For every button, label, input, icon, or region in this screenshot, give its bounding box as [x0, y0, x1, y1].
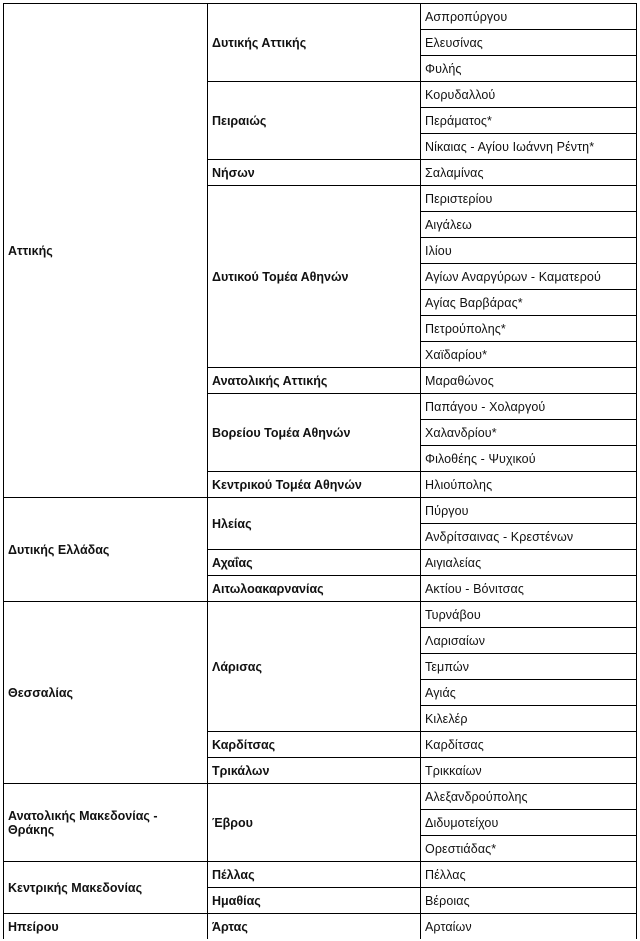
region-cell: Θεσσαλίας — [4, 602, 208, 784]
regional-unit-cell: Καρδίτσας — [208, 732, 421, 758]
municipality-cell: Κορυδαλλού — [421, 82, 637, 108]
municipality-cell: Καρδίτσας — [421, 732, 637, 758]
municipality-cell: Αγιάς — [421, 680, 637, 706]
regional-unit-cell: Πειραιώς — [208, 82, 421, 160]
region-cell: Ανατολικής Μακεδονίας - Θράκης — [4, 784, 208, 862]
municipality-cell: Αγίων Αναργύρων - Καματερού — [421, 264, 637, 290]
municipality-cell: Αγίας Βαρβάρας* — [421, 290, 637, 316]
table-row — [4, 602, 637, 628]
municipality-cell: Ιλίου — [421, 238, 637, 264]
table-row — [4, 498, 637, 524]
municipality-cell: Φυλής — [421, 56, 637, 82]
region-cell: Ηπείρου — [4, 914, 208, 940]
municipality-cell: Σαλαμίνας — [421, 160, 637, 186]
regional-unit-cell: Πέλλας — [208, 862, 421, 888]
regional-unit-cell: Αχαΐας — [208, 550, 421, 576]
regional-unit-cell: Δυτικής Αττικής — [208, 4, 421, 82]
table-row — [4, 4, 637, 30]
regional-unit-cell: Έβρου — [208, 784, 421, 862]
municipality-cell: Ελευσίνας — [421, 30, 637, 56]
regional-unit-cell: Κεντρικού Τομέα Αθηνών — [208, 472, 421, 498]
municipality-cell: Λαρισαίων — [421, 628, 637, 654]
municipality-cell: Μαραθώνος — [421, 368, 637, 394]
municipality-cell: Πέλλας — [421, 862, 637, 888]
regional-unit-cell: Βορείου Τομέα Αθηνών — [208, 394, 421, 472]
regional-unit-cell: Δυτικού Τομέα Αθηνών — [208, 186, 421, 368]
municipality-cell: Τεμπών — [421, 654, 637, 680]
municipality-cell: Ορεστιάδας* — [421, 836, 637, 862]
municipality-cell: Αιγάλεω — [421, 212, 637, 238]
municipality-cell: Πετρούπολης* — [421, 316, 637, 342]
municipality-cell: Χαϊδαρίου* — [421, 342, 637, 368]
municipality-cell: Ηλιούπολης — [421, 472, 637, 498]
municipality-cell: Βέροιας — [421, 888, 637, 914]
regions-table — [3, 3, 637, 939]
municipality-cell: Αιγιαλείας — [421, 550, 637, 576]
table-row — [4, 784, 637, 810]
table-body — [4, 4, 637, 940]
municipality-cell: Περιστερίου — [421, 186, 637, 212]
municipality-cell: Ανδρίτσαινας - Κρεστένων — [421, 524, 637, 550]
region-cell: Αττικής — [4, 4, 208, 498]
municipality-cell: Κιλελέρ — [421, 706, 637, 732]
region-cell: Κεντρικής Μακεδονίας — [4, 862, 208, 914]
municipality-cell: Παπάγου - Χολαργού — [421, 394, 637, 420]
municipality-cell: Φιλοθέης - Ψυχικού — [421, 446, 637, 472]
regional-unit-cell: Αιτωλοακαρνανίας — [208, 576, 421, 602]
municipality-cell: Περάματος* — [421, 108, 637, 134]
table-row — [4, 862, 637, 888]
municipality-cell: Νίκαιας - Αγίου Ιωάννη Ρέντη* — [421, 134, 637, 160]
region-cell: Δυτικής Ελλάδας — [4, 498, 208, 602]
municipality-cell: Ασπροπύργου — [421, 4, 637, 30]
municipality-cell: Αλεξανδρούπολης — [421, 784, 637, 810]
regional-unit-cell: Νήσων — [208, 160, 421, 186]
regional-unit-cell: Τρικάλων — [208, 758, 421, 784]
table-row — [4, 914, 637, 940]
regional-unit-cell: Λάρισας — [208, 602, 421, 732]
municipality-cell: Τρικκαίων — [421, 758, 637, 784]
regional-unit-cell: Άρτας — [208, 914, 421, 940]
municipality-cell: Χαλανδρίου* — [421, 420, 637, 446]
municipality-cell: Ακτίου - Βόνιτσας — [421, 576, 637, 602]
municipality-cell: Τυρνάβου — [421, 602, 637, 628]
municipality-cell: Πύργου — [421, 498, 637, 524]
regional-unit-cell: Ηλείας — [208, 498, 421, 550]
regional-unit-cell: Ημαθίας — [208, 888, 421, 914]
municipality-cell: Αρταίων — [421, 914, 637, 940]
municipality-cell: Διδυμοτείχου — [421, 810, 637, 836]
regional-unit-cell: Ανατολικής Αττικής — [208, 368, 421, 394]
